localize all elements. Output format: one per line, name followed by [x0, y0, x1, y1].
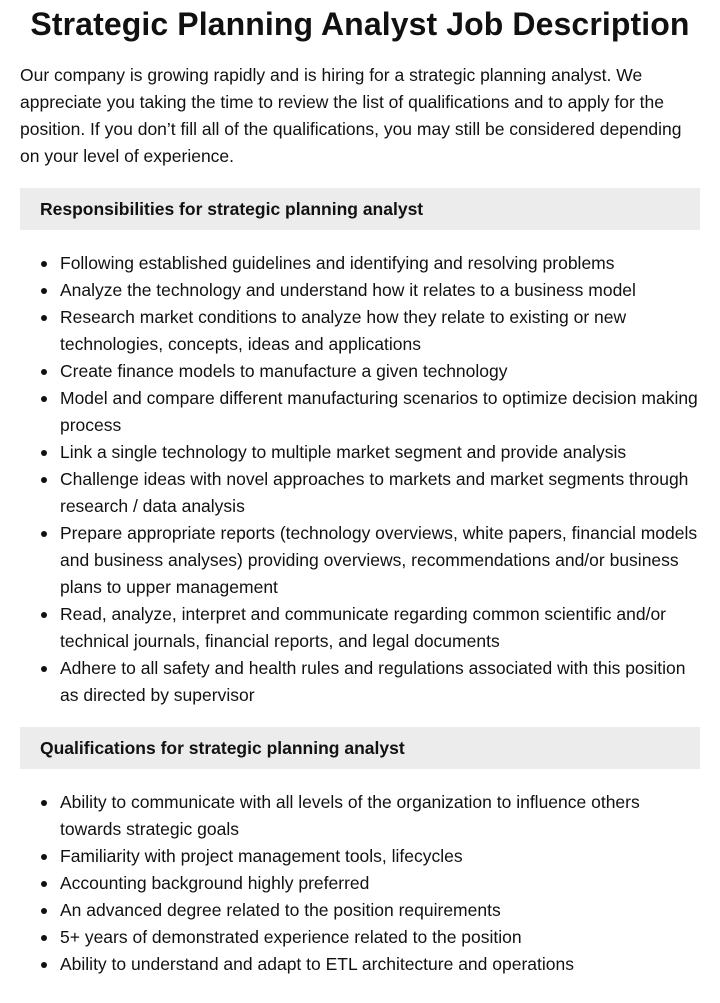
list-item: Analyze the technology and understand how it relates to a business model [20, 277, 700, 304]
list-item: Create finance models to manufacture a given technology [20, 358, 700, 385]
qualifications-heading-text: Qualifications for strategic planning analyst [40, 737, 405, 758]
responsibilities-heading [20, 188, 700, 230]
responsibilities-list [20, 250, 700, 709]
list-item: Link a single technology to multiple market segment and provide analysis [20, 439, 700, 466]
list-item: Research market conditions to analyze how they relate to existing or new technologies, concepts, ideas and applications [20, 304, 700, 358]
list-item: Familiarity with project management tools, lifecycles [20, 843, 700, 870]
list-item: Read, analyze, interpret and communicate regarding common scientific and/or technical journals, financial reports, and legal documents [20, 601, 700, 655]
list-item: 5+ years of demonstrated experience related to the position [20, 924, 700, 951]
qualifications-heading [20, 727, 700, 769]
list-item: Challenge ideas with novel approaches to markets and market segments through research / data analysis [20, 466, 700, 520]
responsibilities-heading-text: Responsibilities for strategic planning analyst [40, 198, 424, 219]
list-item: Accounting background highly preferred [20, 870, 700, 897]
list-item: Prepare appropriate reports (technology overviews, white papers, financial models and business analyses) providing overviews, recommendations and/or business plans to upper management [20, 520, 700, 601]
list-item: Following established guidelines and identifying and resolving problems [20, 250, 700, 277]
list-item: An advanced degree related to the position requirements [20, 897, 700, 924]
list-item: Ability to communicate with all levels of the organization to influence others towards strategic goals [20, 789, 700, 843]
list-item: Ability to understand and adapt to ETL architecture and operations [20, 951, 700, 978]
qualifications-list [20, 789, 700, 978]
page-title: Strategic Planning Analyst Job Description [30, 6, 690, 42]
list-item: Model and compare different manufacturing scenarios to optimize decision making process [20, 385, 700, 439]
intro-paragraph: Our company is growing rapidly and is hiring for a strategic planning analyst. We appreciate you taking the time to review the list of qualifications and to apply for the position. If you don’t fill all of the qualifications, you may still be considered depending on your level of experience. [20, 65, 682, 166]
list-item: Adhere to all safety and health rules and regulations associated with this position as directed by supervisor [20, 655, 700, 709]
